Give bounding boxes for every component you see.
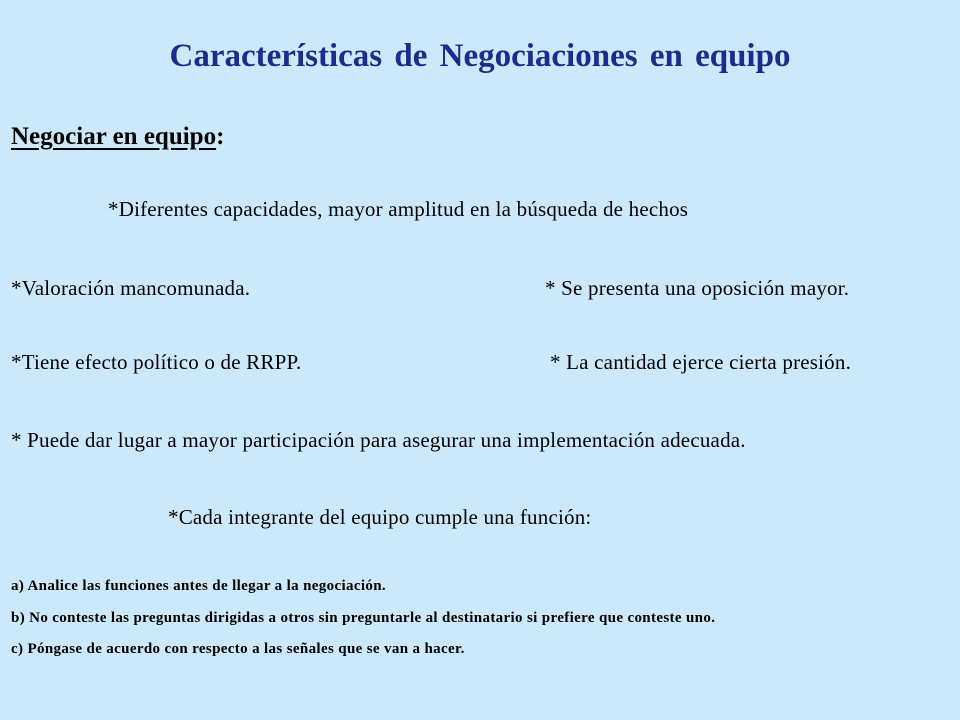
point-valuation: *Valoración mancomunada.	[11, 276, 251, 300]
point-participation: * Puede dar lugar a mayor participación para asegurar una implementación adecuada.	[11, 428, 746, 452]
section-heading-colon: :	[216, 123, 225, 150]
point-capacities: *Diferentes capacidades, mayor amplitud en la búsqueda de hechos	[108, 197, 689, 221]
slide-title: Características de Negociaciones en equipo	[169, 38, 791, 74]
section-heading	[11, 123, 224, 151]
tip-item: b) No conteste las preguntas dirigidas a otros sin preguntarle al destinatario si prefiere que conteste uno.	[11, 610, 716, 626]
point-function: *Cada integrante del equipo cumple una función:	[168, 505, 592, 529]
point-pressure: * La cantidad ejerce cierta presión.	[550, 350, 852, 374]
point-political: *Tiene efecto político o de RRPP.	[11, 350, 302, 374]
tip-item: a) Analice las funciones antes de llegar a la negociación.	[11, 578, 387, 594]
point-opposition: * Se presenta una oposición mayor.	[545, 276, 850, 300]
section-heading-text: Negociar en equipo	[11, 123, 217, 150]
tip-item: c) Póngase de acuerdo con respecto a las señales que se van a hacer.	[11, 641, 465, 657]
